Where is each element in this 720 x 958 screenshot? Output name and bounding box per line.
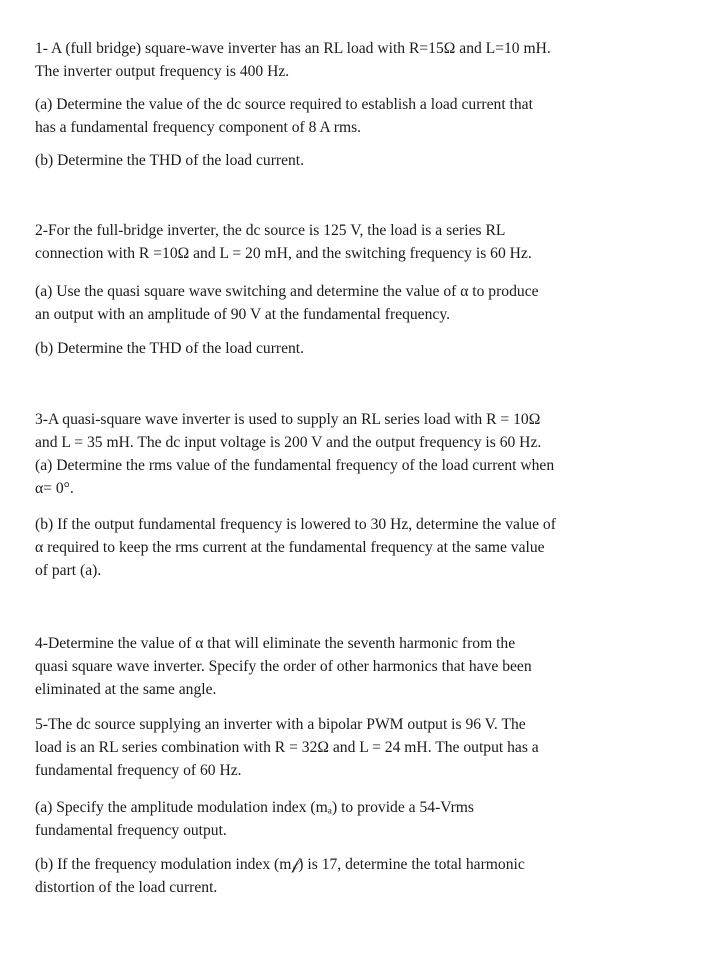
text-line: fundamental frequency output. (35, 822, 227, 839)
text-line: 2-For the full-bridge inverter, the dc source is 125 V, the load is a series RL (35, 222, 506, 239)
problem-1-part-a (35, 93, 685, 139)
text-line: (b) If the frequency modulation index (m𝒻) is 17, determine the total harmonic (35, 856, 525, 873)
text-line: (a) Specify the amplitude modulation index (mₐ) to provide a 54-Vrms (35, 799, 474, 816)
problem-1-part-b (35, 149, 685, 172)
text-line: 3-A quasi-square wave inverter is used to supply an RL series load with R = 10Ω (35, 411, 541, 428)
text-line: quasi square wave inverter. Specify the order of other harmonics that have been (35, 658, 532, 675)
text-line: of part (a). (35, 562, 102, 579)
problem-5-stem (35, 713, 685, 782)
problem-5-part-b (35, 853, 685, 899)
problem-4-stem (35, 632, 685, 701)
text-line: 1- A (full bridge) square-wave inverter has an RL load with R=15Ω and L=10 mH. (35, 40, 551, 57)
text-line: eliminated at the same angle. (35, 681, 217, 698)
text-line: (b) Determine the THD of the load current. (35, 340, 305, 357)
text-line: 5-The dc source supplying an inverter with a bipolar PWM output is 96 V. The (35, 716, 526, 733)
text-line: α required to keep the rms current at the fundamental frequency at the same value (35, 539, 545, 556)
text-line: The inverter output frequency is 400 Hz. (35, 63, 290, 80)
problem-2-part-a (35, 280, 685, 326)
text-line: an output with an amplitude of 90 V at the fundamental frequency. (35, 306, 451, 323)
text-line: load is an RL series combination with R = 32Ω and L = 24 mH. The output has a (35, 739, 539, 756)
text-line: (a) Determine the rms value of the fundamental frequency of the load current when (35, 457, 555, 474)
text-line: (b) Determine the THD of the load current. (35, 152, 305, 169)
problem-2-stem (35, 219, 685, 265)
text-line: (b) If the output fundamental frequency is lowered to 30 Hz, determine the value of (35, 516, 556, 533)
problem-2-part-b (35, 337, 685, 360)
text-line: connection with R =10Ω and L = 20 mH, and the switching frequency is 60 Hz. (35, 245, 532, 262)
problem-3-stem (35, 408, 685, 500)
text-line: 4-Determine the value of α that will eliminate the seventh harmonic from the (35, 635, 516, 652)
text-line: (a) Use the quasi square wave switching and determine the value of α to produce (35, 283, 539, 300)
text-line: has a fundamental frequency component of 8 A rms. (35, 119, 362, 136)
text-line: and L = 35 mH. The dc input voltage is 200 V and the output frequency is 60 Hz. (35, 434, 542, 451)
text-line: (a) Determine the value of the dc source required to establish a load current that (35, 96, 533, 113)
problem-1-stem (35, 37, 685, 83)
problem-3-part-b (35, 513, 685, 582)
text-line: distortion of the load current. (35, 879, 218, 896)
problem-5-part-a (35, 796, 685, 842)
text-line: fundamental frequency of 60 Hz. (35, 762, 242, 779)
text-line: α= 0°. (35, 480, 74, 497)
